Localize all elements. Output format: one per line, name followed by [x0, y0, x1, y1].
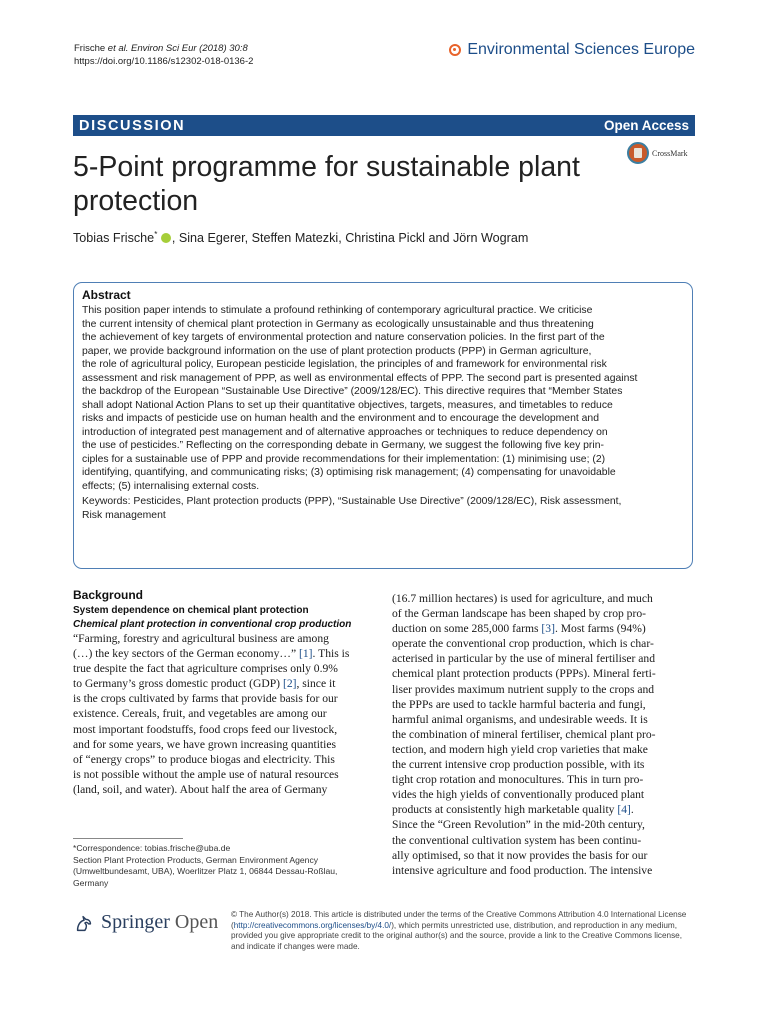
article-type: DISCUSSION: [79, 117, 186, 134]
abstract-line: the backdrop of the European “Sustainable Use Directive” (2009/128/EC). This directive requires that “Member States: [82, 386, 623, 397]
keywords-line: [82, 495, 685, 509]
doi-link[interactable]: https://doi.org/10.1186/s12302-018-0136-2: [74, 56, 254, 67]
body-line: [73, 767, 375, 782]
body-line: [392, 817, 694, 832]
citation-year: (2018) 30:8: [199, 43, 248, 54]
body-text-segment: (…) the key sectors of the German economy…”: [73, 647, 299, 661]
section-heading-background: Background: [73, 588, 144, 602]
correspondence-mark: *: [154, 230, 158, 239]
crossmark-button[interactable]: [627, 142, 688, 164]
license-text: (: [231, 920, 234, 930]
body-text-segment: products at consistently high marketable quality: [392, 803, 618, 817]
body-line: [392, 621, 694, 636]
body-line: [392, 636, 694, 651]
body-text-segment: true despite the fact that agriculture comprises only 0.9%: [73, 662, 338, 676]
citation-link[interactable]: [4]: [617, 803, 631, 817]
citation-etal: et al.: [107, 43, 129, 54]
body-line: [73, 722, 375, 737]
body-line: [392, 712, 694, 727]
author-first[interactable]: Tobias Frische: [73, 231, 155, 246]
citation-link[interactable]: [1]: [299, 647, 313, 661]
right-column: [392, 591, 694, 878]
citation-authors: Frische: [74, 43, 106, 54]
abstract-line: This position paper intends to stimulate a profound rethinking of contemporary agricultural practice. We criticise: [82, 305, 593, 316]
citation-header: [74, 42, 253, 68]
body-line: [392, 682, 694, 697]
body-text-segment: tight crop rotation and monocultures. This in turn pro-: [392, 773, 644, 787]
body-line: [392, 742, 694, 757]
crossmark-label: CrossMark: [652, 148, 688, 158]
body-text-segment: of the German landscape has been shaped by crop pro-: [392, 607, 646, 621]
body-text-segment: duction on some 285,000 farms: [392, 622, 542, 636]
license-text: and indicate if changes were made.: [231, 941, 360, 951]
abstract-line: identifying, quantifying, and communicating risks; (3) optimising risk management; (4) compensating for unavoidable: [82, 467, 616, 478]
license-line: [231, 931, 701, 942]
body-line: [392, 651, 694, 666]
keywords-text: Risk management: [82, 510, 166, 521]
body-text-segment: tection, and modern high yield crop varieties that make: [392, 742, 648, 756]
body-text-segment: the current intensive crop production possible, with its: [392, 758, 645, 772]
body-line: [73, 691, 375, 706]
body-line: [392, 697, 694, 712]
abstract-line: shall adopt National Action Plans to set up their quantitative objectives, targets, measures, and timetables to reduce: [82, 399, 613, 411]
abstract-box: [73, 282, 693, 569]
body-text-segment: is the crops cultivated by farms that provide basis for our: [73, 692, 338, 706]
body-text-segment: . Most farms (94%): [554, 622, 646, 636]
subsubsection-heading: Chemical plant protection in conventional crop production: [73, 619, 352, 630]
body-line: [73, 752, 375, 767]
body-line: [73, 646, 375, 661]
license-line: [231, 942, 701, 953]
body-text-segment: “Farming, forestry and agricultural business are among: [73, 632, 329, 645]
body-text-segment: intensive agriculture and food production. The intensive: [392, 863, 653, 877]
body-line: [392, 666, 694, 681]
body-line: [392, 848, 694, 863]
footnote-divider: [73, 838, 183, 839]
springer-horse-icon: [73, 912, 95, 934]
abstract-line: effects; (5) internalising external costs.: [82, 480, 260, 492]
body-line: [392, 772, 694, 787]
keywords-label: Keywords:: [82, 496, 131, 507]
body-line: [73, 631, 375, 646]
title-line: 5-Point programme for sustainable plant: [73, 151, 580, 183]
body-line: [392, 591, 694, 606]
abstract-line: the current intensity of chemical plant protection in Germany as ecologically unsustainable and thus threatening: [82, 318, 594, 330]
affiliation-line: Germany: [73, 877, 109, 888]
body-line: [392, 606, 694, 621]
keywords-text: Pesticides, Plant protection products (PPP), “Sustainable Use Directive” (2009/128/EC), Risk assessment,: [133, 496, 622, 507]
body-line: [392, 787, 694, 802]
keywords-line: [82, 509, 685, 523]
body-line: [73, 706, 375, 721]
body-text-segment: is not possible without the ample use of natural resources: [73, 767, 339, 781]
abstract-line: the use of pesticides.” Reflecting on the corresponding debate in Germany, we suggest the following five key prin-: [82, 440, 604, 451]
body-text-segment: the PPPs are used to tackle harmful bacteria and fungi,: [392, 697, 646, 711]
body-text-segment: (land, soil, and water). About half the area of Germany: [73, 782, 328, 796]
license-line: [231, 921, 701, 932]
subsection-heading: System dependence on chemical plant protection: [73, 605, 309, 616]
body-text-segment: operate the conventional crop production, which is char-: [392, 637, 654, 651]
body-text-segment: chemical plant protection products (PPPs). Mineral ferti-: [392, 667, 656, 681]
journal-logo-icon: [449, 44, 461, 56]
body-text-segment: (16.7 million hectares) is used for agriculture, and much: [392, 592, 653, 605]
body-line: [392, 727, 694, 742]
abstract-line: ciples for a sustainable use of PPP and provide recommendations for their implementation: (1) minimising use; (2): [82, 453, 606, 465]
correspondence-email[interactable]: *Correspondence: tobias.frische@uba.de: [73, 843, 231, 853]
abstract-line: risks and impacts of pesticide use on human health and the environment and to encourage the development and: [82, 413, 599, 424]
license-text: © The Author(s) 2018. This article is distributed under the terms of the Creative Commons Attribution 4.0 International License: [231, 910, 687, 919]
publisher-name-main: Springer: [101, 911, 170, 933]
body-text-segment: acterised in particular by the use of mineral fertiliser and: [392, 652, 656, 666]
affiliation-line: Section Plant Protection Products, German Environment Agency: [73, 854, 319, 865]
license-text: provided you give appropriate credit to the original author(s) and the source, provide a link to the Creative Commons license,: [231, 931, 683, 941]
body-text-segment: harmful animal organisms, and undesirable weeds. It is: [392, 712, 648, 726]
body-text-segment: . This is: [312, 647, 350, 661]
license-notice: [231, 910, 701, 952]
crossmark-icon: [627, 142, 649, 164]
article-title: [73, 150, 633, 218]
article-type-banner: [73, 115, 695, 136]
journal-name[interactable]: [449, 41, 695, 59]
body-text-segment: and for some years, we have grown increasing quantities: [73, 737, 337, 751]
body-text-segment: to Germany’s gross domestic product (GDP): [73, 677, 283, 691]
right-body-text: [392, 591, 694, 878]
citation-link[interactable]: [3]: [541, 622, 555, 636]
abstract-line: the achievement of key targets of environmental protection and nature conservation policies. In the first part of the: [82, 332, 605, 343]
body-text-segment: the combination of mineral fertiliser, chemical plant pro-: [392, 727, 656, 741]
orcid-icon[interactable]: [161, 233, 171, 243]
license-link[interactable]: http://creativecommons.org/licenses/by/4.0/: [233, 920, 392, 930]
body-line: [73, 737, 375, 752]
body-text-segment: Since the “Green Revolution” in the mid-20th century,: [392, 818, 645, 832]
license-line: [231, 910, 701, 921]
body-text-segment: most important foodstuffs, food crops feed our livestock,: [73, 722, 338, 736]
abstract-line: paper, we provide background information on the use of plant protection products (PPP) in German agriculture,: [82, 345, 592, 357]
license-text: ), which permits unrestricted use, distribution, and reproduction in any medium,: [391, 920, 677, 930]
body-text-segment: liser provides maximum nutrient supply to the crops and: [392, 682, 655, 696]
body-line: [73, 661, 375, 676]
publisher-name-suffix: Open: [174, 911, 219, 933]
abstract-text: [82, 304, 685, 493]
body-line: [73, 782, 375, 797]
body-text-segment: ally optimised, so that it now provides the basis for our: [392, 848, 648, 862]
affiliation-line: (Umweltbundesamt, UBA), Woerlitzer Platz 1, 06844 Dessau-Roßlau,: [73, 866, 338, 876]
author-list: [73, 230, 693, 245]
abstract-line: the role of agricultural policy, European pesticide legislation, the principles of and framework for environmental risk: [82, 359, 607, 370]
abstract-line: assessment and risk management of PPP, as well as environmental effects of PPP. The second part is presented against: [82, 372, 638, 384]
body-line: [392, 863, 694, 878]
abstract-heading: Abstract: [82, 288, 131, 302]
body-text-segment: vides the high yields of conventionally produced plant: [392, 788, 645, 802]
journal-name-text: Environmental Sciences Europe: [467, 41, 695, 58]
abstract-line: introduction of integrated pest management and of alternative approaches or techniques to reduce dependency on: [82, 426, 608, 438]
publisher-logo[interactable]: [73, 911, 218, 934]
left-column: [73, 588, 375, 797]
body-line: [73, 676, 375, 691]
correspondence-footnote: [73, 843, 373, 889]
body-text-segment: of “energy crops” to produce biogas and electricity. This: [73, 752, 335, 766]
citation-link[interactable]: [2]: [282, 677, 297, 691]
body-text-segment: .: [630, 803, 634, 817]
body-text-segment: the conventional cultivation system has been continu-: [392, 833, 642, 847]
body-text-segment: , since it: [296, 677, 336, 691]
author-others: , Sina Egerer, Steffen Matezki, Christina Pickl and Jörn Wogram: [171, 231, 529, 246]
citation-journal: Environ Sci Eur: [131, 43, 197, 54]
left-body-text: [73, 631, 375, 797]
open-access-badge: Open Access: [603, 118, 689, 133]
title-line: protection: [73, 185, 199, 217]
body-text-segment: existence. Cereals, fruit, and vegetables are among our: [73, 707, 327, 721]
body-line: [392, 802, 694, 817]
body-line: [392, 757, 694, 772]
keywords: [82, 495, 685, 523]
publisher-name: [101, 911, 218, 934]
body-line: [392, 833, 694, 848]
citation-line: [74, 42, 253, 55]
